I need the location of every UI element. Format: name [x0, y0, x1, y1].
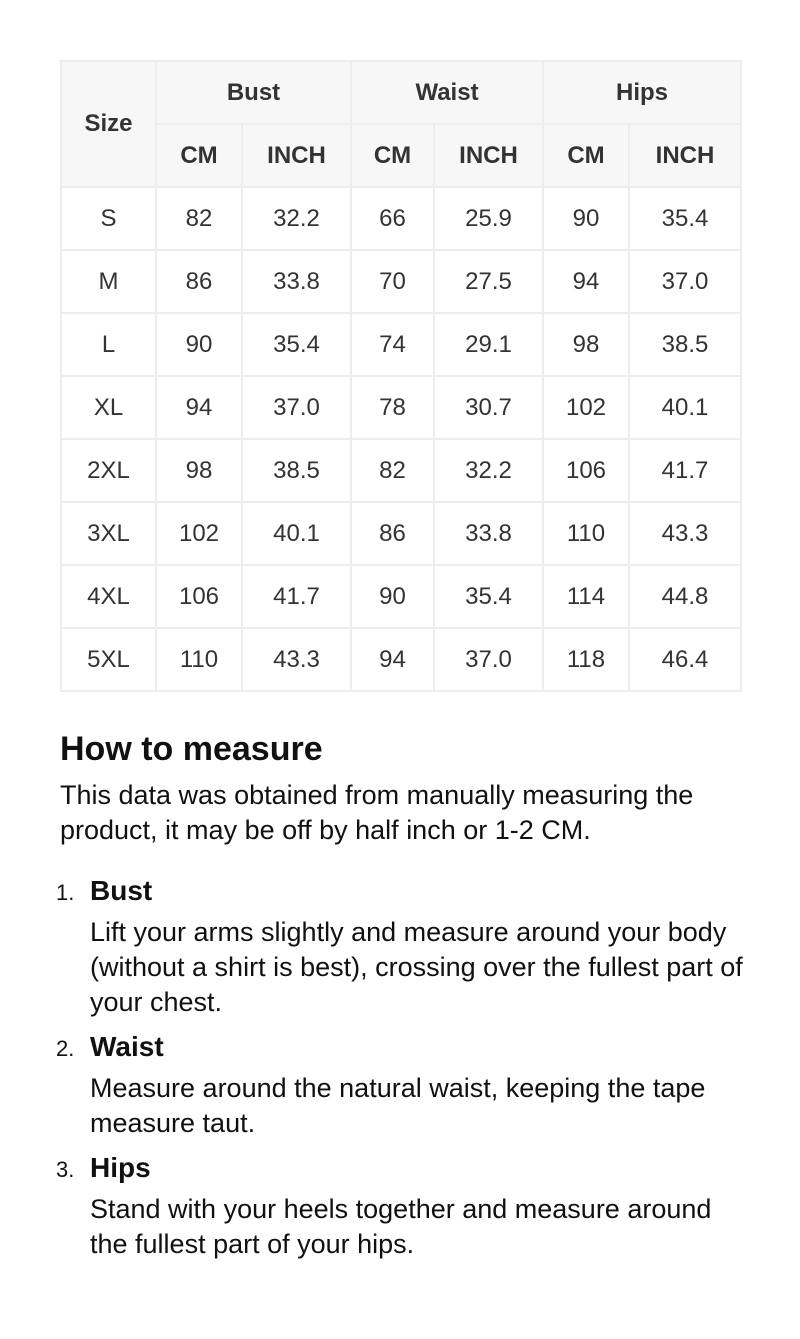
step-number: 3. — [56, 1157, 75, 1182]
step-text: Stand with your heels together and measure around the fullest part of your hips. — [90, 1194, 712, 1259]
measurement-cell: 35.4 — [434, 565, 543, 628]
measurement-cell: 37.0 — [242, 376, 351, 439]
measurement-cell: 43.3 — [629, 502, 741, 565]
measurement-cell: 40.1 — [629, 376, 741, 439]
measurement-cell: 98 — [156, 439, 242, 502]
step-hips — [56, 1149, 750, 1262]
step-title: Bust — [90, 875, 153, 906]
measurement-cell: 94 — [156, 376, 242, 439]
measurement-cell: 118 — [543, 628, 629, 691]
measurement-cell: 30.7 — [434, 376, 543, 439]
table-row — [61, 439, 741, 502]
size-cell: M — [61, 250, 156, 313]
step-text: Lift your arms slightly and measure around your body (without a shirt is best), crossing over the fullest part of your chest. — [90, 917, 743, 1017]
bust-group-header: Bust — [156, 61, 351, 124]
size-cell: S — [61, 187, 156, 250]
measurement-cell: 66 — [351, 187, 434, 250]
measurement-cell: 40.1 — [242, 502, 351, 565]
measurement-cell: 94 — [543, 250, 629, 313]
hips-cm-header: CM — [543, 124, 629, 187]
size-cell: 5XL — [61, 628, 156, 691]
measurement-cell: 98 — [543, 313, 629, 376]
hips-group-header: Hips — [543, 61, 741, 124]
measurement-cell: 32.2 — [242, 187, 351, 250]
measurement-cell: 102 — [543, 376, 629, 439]
table-row — [61, 628, 741, 691]
measurement-cell: 90 — [156, 313, 242, 376]
step-bust — [56, 872, 750, 1020]
how-to-measure-heading: How to measure — [60, 730, 323, 768]
table-row — [61, 376, 741, 439]
waist-group-header: Waist — [351, 61, 543, 124]
measurement-cell: 35.4 — [629, 187, 741, 250]
size-cell: 2XL — [61, 439, 156, 502]
waist-inch-header: INCH — [434, 124, 543, 187]
measurement-cell: 38.5 — [242, 439, 351, 502]
measurement-cell: 86 — [351, 502, 434, 565]
how-to-measure-section — [56, 726, 750, 1270]
measurement-cell: 82 — [351, 439, 434, 502]
measurement-cell: 82 — [156, 187, 242, 250]
step-title: Hips — [90, 1152, 151, 1183]
measurement-cell: 114 — [543, 565, 629, 628]
measurement-cell: 110 — [543, 502, 629, 565]
measurement-cell: 90 — [543, 187, 629, 250]
measurement-cell: 78 — [351, 376, 434, 439]
measurement-cell: 37.0 — [434, 628, 543, 691]
measurement-cell: 38.5 — [629, 313, 741, 376]
table-row — [61, 502, 741, 565]
measurement-cell: 41.7 — [629, 439, 741, 502]
hips-inch-header: INCH — [629, 124, 741, 187]
measurement-cell: 37.0 — [629, 250, 741, 313]
bust-inch-header: INCH — [242, 124, 351, 187]
measurement-cell: 25.9 — [434, 187, 543, 250]
measurement-cell: 33.8 — [242, 250, 351, 313]
measurement-cell: 110 — [156, 628, 242, 691]
table-row — [61, 565, 741, 628]
step-number: 1. — [56, 880, 75, 905]
table-row — [61, 187, 741, 250]
size-cell: L — [61, 313, 156, 376]
measurement-cell: 106 — [156, 565, 242, 628]
measurement-cell: 32.2 — [434, 439, 543, 502]
measurement-cell: 70 — [351, 250, 434, 313]
measurement-cell: 106 — [543, 439, 629, 502]
measurement-cell: 44.8 — [629, 565, 741, 628]
table-body — [61, 187, 741, 691]
step-text: Measure around the natural waist, keeping the tape measure taut. — [90, 1073, 706, 1138]
measurement-cell: 46.4 — [629, 628, 741, 691]
measurement-cell: 41.7 — [242, 565, 351, 628]
bust-cm-header: CM — [156, 124, 242, 187]
measurement-cell: 74 — [351, 313, 434, 376]
step-waist — [56, 1028, 750, 1141]
intro-paragraph: This data was obtained from manually measuring the product, it may be off by half inch or 1-2 CM. — [60, 780, 694, 845]
measurement-cell: 86 — [156, 250, 242, 313]
measurement-cell: 43.3 — [242, 628, 351, 691]
measurement-cell: 94 — [351, 628, 434, 691]
measurement-cell: 90 — [351, 565, 434, 628]
measurement-cell: 102 — [156, 502, 242, 565]
measurement-cell: 33.8 — [434, 502, 543, 565]
measurement-cell: 35.4 — [242, 313, 351, 376]
size-cell: 3XL — [61, 502, 156, 565]
table-row — [61, 250, 741, 313]
waist-cm-header: CM — [351, 124, 434, 187]
table-row — [61, 313, 741, 376]
measure-steps-list — [56, 872, 750, 1262]
step-title: Waist — [90, 1031, 164, 1062]
table-header — [61, 61, 741, 187]
size-cell: XL — [61, 376, 156, 439]
measurement-cell: 27.5 — [434, 250, 543, 313]
step-number: 2. — [56, 1036, 75, 1061]
size-cell: 4XL — [61, 565, 156, 628]
size-chart-table — [60, 60, 742, 692]
measurement-cell: 29.1 — [434, 313, 543, 376]
size-column-header: Size — [61, 61, 156, 187]
